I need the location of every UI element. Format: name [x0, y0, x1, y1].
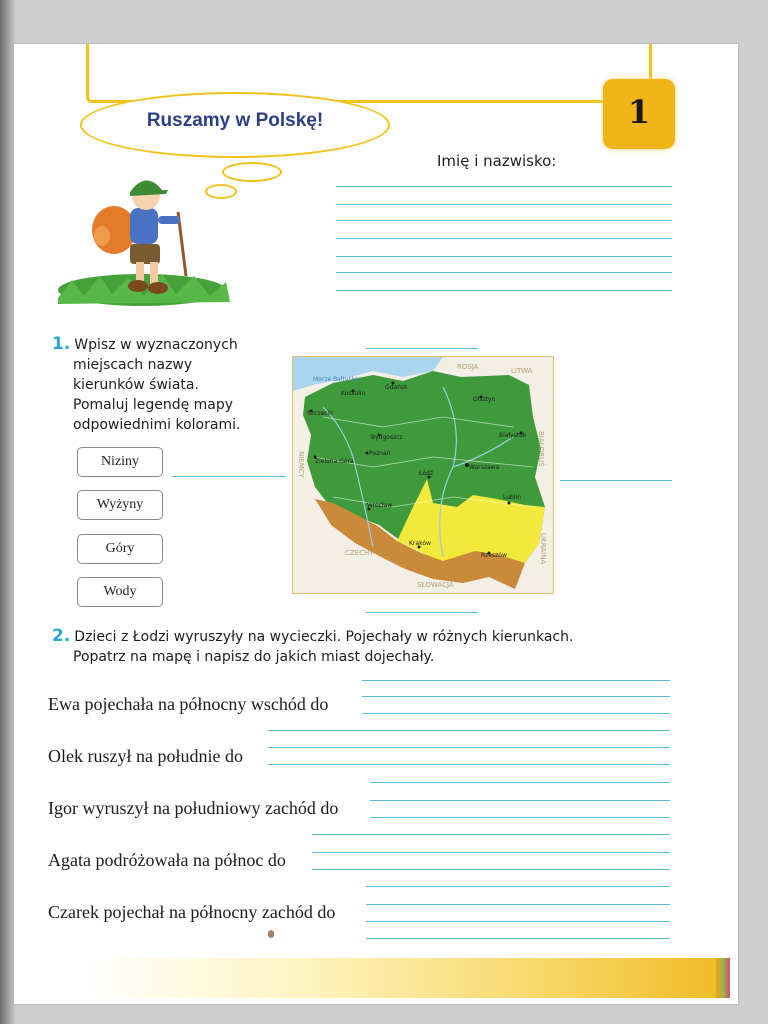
task1-line: miejscach nazwy	[73, 357, 193, 373]
task1-number: 1.	[52, 334, 71, 354]
bottom-decorative-bar	[14, 958, 730, 998]
name-line[interactable]	[336, 186, 672, 187]
sentence-czarek: Czarek pojechał na północny zachód do	[48, 902, 336, 922]
hiker-illustration	[54, 168, 232, 310]
map-neighbor-label: ROSJA	[457, 363, 479, 371]
map-city: Wrocław	[367, 502, 393, 509]
answer-line[interactable]	[312, 869, 670, 870]
direction-line-east[interactable]	[560, 480, 672, 481]
task1-line: kierunków świata.	[73, 377, 199, 393]
answer-line[interactable]	[370, 782, 670, 783]
bottom-edge-stripes	[716, 958, 730, 998]
name-line[interactable]	[336, 238, 672, 239]
answer-line[interactable]	[312, 852, 670, 853]
legend-lowland[interactable]: Niziny	[77, 447, 163, 477]
answer-line[interactable]	[362, 696, 670, 697]
answer-line[interactable]	[268, 730, 670, 731]
answer-line[interactable]	[370, 817, 670, 818]
legend-upland[interactable]: Wyżyny	[77, 490, 163, 520]
map-city: Białystok	[499, 432, 527, 439]
map-city: Bydgoszcz	[371, 434, 403, 441]
sentence-igor: Igor wyruszył na południowy zachód do	[48, 798, 339, 818]
answer-line[interactable]	[366, 904, 670, 905]
map-city: Szczecin	[307, 410, 333, 417]
map-city: Lublin	[503, 494, 521, 501]
sentence-ewa: Ewa pojechała na północny wschód do	[48, 694, 329, 714]
poland-map	[292, 356, 554, 594]
name-line[interactable]	[336, 290, 672, 291]
answer-line[interactable]	[268, 764, 670, 765]
name-line[interactable]	[336, 220, 672, 221]
direction-line-west[interactable]	[172, 476, 286, 477]
task2-number: 2.	[52, 626, 71, 646]
task1-line: Pomaluj legendę mapy	[73, 397, 234, 413]
name-line[interactable]	[336, 272, 672, 273]
answer-line[interactable]	[366, 886, 670, 887]
ink-spot	[268, 930, 274, 938]
task2-line: Dzieci z Łodzi wyruszyły na wycieczki. Pojechały w różnych kierunkach.	[74, 629, 574, 645]
answer-line[interactable]	[362, 680, 670, 681]
task1-line: Wpisz w wyznaczonych	[74, 337, 238, 353]
map-neighbor-label: UKRAINA	[539, 533, 547, 565]
map-city: Olsztyn	[473, 396, 496, 403]
answer-line[interactable]	[268, 747, 670, 748]
task2-line: Popatrz na mapę i napisz do jakich miast dojechały.	[73, 649, 435, 665]
task2-instructions	[52, 626, 573, 667]
name-line[interactable]	[336, 204, 672, 205]
name-label: Imię i nazwisko:	[437, 152, 557, 170]
map-city: Gdańsk	[385, 384, 408, 391]
title-bubble	[80, 92, 390, 158]
direction-line-south[interactable]	[366, 612, 478, 613]
legend-water[interactable]: Wody	[77, 577, 163, 607]
name-line[interactable]	[336, 256, 672, 257]
map-city: Rzeszów	[481, 552, 507, 559]
map-city: Kraków	[409, 540, 431, 547]
task1-line: odpowiednimi kolorami.	[73, 417, 241, 433]
map-neighbor-label: LITWA	[511, 367, 533, 375]
sentence-olek: Olek ruszył na południe do	[48, 746, 243, 766]
legend-mountains[interactable]: Góry	[77, 534, 163, 564]
answer-line[interactable]	[370, 800, 670, 801]
map-city: Zielona Góra	[315, 458, 354, 465]
map-sea-label: Morze Bałtyckie	[313, 376, 361, 383]
answer-line[interactable]	[366, 938, 670, 939]
map-neighbor-label: BIAŁORUŚ	[537, 431, 545, 467]
poland-map-graphic	[293, 357, 553, 593]
map-neighbor-label: NIEMCY	[297, 451, 305, 478]
direction-line-north[interactable]	[366, 348, 478, 349]
page-number: 1	[627, 93, 651, 131]
sentence-agata: Agata podróżowała na północ do	[48, 850, 286, 870]
page-title: Ruszamy w Polskę!	[146, 110, 324, 131]
map-neighbor-label: CZECHY	[345, 549, 374, 557]
map-city: Warszawa	[469, 464, 500, 471]
answer-line[interactable]	[366, 921, 670, 922]
map-city: Koszalin	[341, 390, 366, 397]
task1-instructions	[52, 334, 240, 435]
answer-line[interactable]	[312, 834, 670, 835]
map-city: Poznań	[369, 450, 391, 457]
map-neighbor-label: SŁOWACJA	[417, 581, 454, 589]
map-city: Łódź	[419, 470, 434, 477]
answer-line[interactable]	[362, 713, 670, 714]
page-number-badge	[603, 79, 675, 149]
